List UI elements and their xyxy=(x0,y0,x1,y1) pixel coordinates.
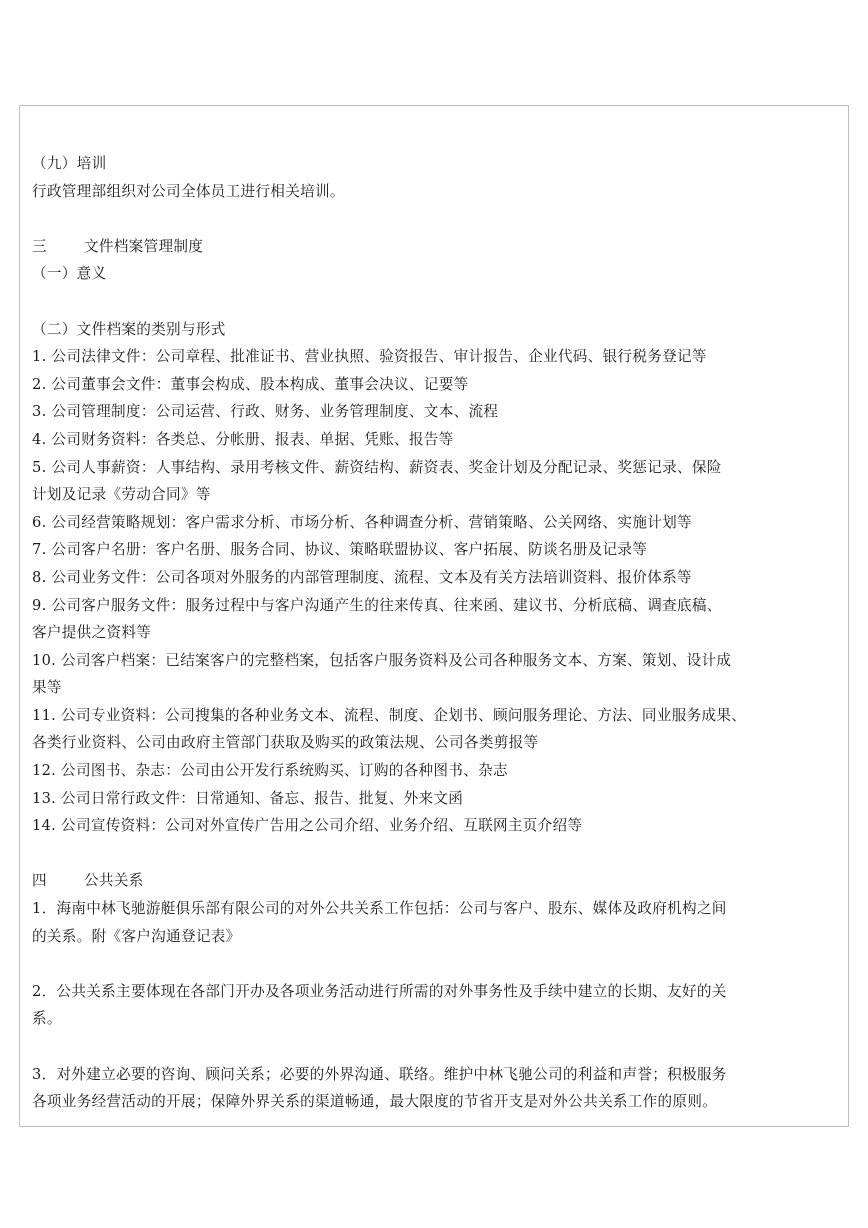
paragraph-line: 2．公共关系主要体现在各部门开办及各项业务活动进行所需的对外事务性及手续中建立的长期、友好的关 xyxy=(32,982,727,1000)
spacer xyxy=(32,288,844,316)
paragraph-line: 3．对外建立必要的咨询、顾问关系；必要的外界沟通、联络。维护中林飞驰公司的利益和声誉；积极服务 xyxy=(32,1065,727,1083)
paragraph-line: 的关系。附《客户沟通登记表》 xyxy=(32,927,241,945)
list-item: 11. 公司专业资料：公司搜集的各种业务文本、流程、制度、企划书、顾问服务理论、方法、同业服务成果、 xyxy=(32,706,747,724)
list-item: 12. 公司图书、杂志：公司由公开发行系统购买、订购的各种图书、杂志 xyxy=(32,762,508,780)
list-item: 计划及记录《劳动合同》等 xyxy=(32,486,211,504)
section3-heading xyxy=(32,233,844,261)
section4-heading xyxy=(32,867,844,895)
list-item: 1. 公司法律文件：公司章程、批准证书、营业执照、验资报告、审计报告、企业代码、银行税务登记等 xyxy=(32,348,707,366)
document-body xyxy=(32,150,844,1116)
list-item: 客户提供之资料等 xyxy=(32,624,152,642)
list-item: 9. 公司客户服务文件：服务过程中与客户沟通产生的往来传真、往来函、建议书、分析底稿、调查底稿、 xyxy=(32,596,722,614)
section3-number: 三 xyxy=(32,237,47,255)
list-item: 6. 公司经营策略规划：客户需求分析、市场分析、各种调查分析、营销策略、公关网络、实施计划等 xyxy=(32,513,692,531)
section4-number: 四 xyxy=(32,872,47,890)
section3-title: 文件档案管理制度 xyxy=(84,237,204,255)
section3-sub2: （二）文件档案的类别与形式 xyxy=(32,320,226,338)
spacer xyxy=(32,840,844,868)
training-text: 行政管理部组织对公司全体员工进行相关培训。 xyxy=(32,182,345,200)
paragraph-line: 系。 xyxy=(32,1010,62,1028)
list-item: 10. 公司客户档案：已结案客户的完整档案，包括客户服务资料及公司各种服务文本、方案、策划、设计成 xyxy=(32,651,732,669)
training-heading: （九）培训 xyxy=(32,155,107,172)
spacer xyxy=(32,1033,844,1061)
list-item: 2. 公司董事会文件：董事会构成、股本构成、董事会决议、记要等 xyxy=(32,375,469,393)
spacer xyxy=(32,205,844,233)
list-item: 13. 公司日常行政文件：日常通知、备忘、报告、批复、外来文函 xyxy=(32,789,464,807)
spacer xyxy=(32,950,844,978)
list-item: 7. 公司客户名册：客户名册、服务合同、协议、策略联盟协议、客户拓展、防谈名册及记录等 xyxy=(32,541,648,559)
list-item: 各类行业资料、公司由政府主管部门获取及购买的政策法规、公司各类剪报等 xyxy=(32,734,539,752)
paragraph-line: 1．海南中林飞驰游艇俱乐部有限公司的对外公共关系工作包括：公司与客户、股东、媒体及政府机构之间 xyxy=(32,900,727,918)
section3-sub1: （一）意义 xyxy=(32,265,107,283)
section4-title: 公共关系 xyxy=(84,872,144,890)
paragraph-line: 各项业务经营活动的开展；保障外界关系的渠道畅通，最大限度的节省开支是对外公共关系工作的原则。 xyxy=(32,1093,718,1111)
list-item: 8. 公司业务文件：公司各项对外服务的内部管理制度、流程、文本及有关方法培训资料、报价体系等 xyxy=(32,568,692,586)
list-item: 果等 xyxy=(32,679,62,697)
list-item: 14. 公司宣传资料：公司对外宣传广告用之公司介绍、业务介绍、互联网主页介绍等 xyxy=(32,817,583,835)
list-item: 5. 公司人事薪资：人事结构、录用考核文件、薪资结构、薪资表、奖金计划及分配记录、奖惩记录、保险 xyxy=(32,458,722,476)
list-item: 4. 公司财务资料：各类总、分帐册、报表、单据、凭账、报告等 xyxy=(32,430,454,448)
list-item: 3. 公司管理制度：公司运营、行政、财务、业务管理制度、文本、流程 xyxy=(32,403,499,421)
